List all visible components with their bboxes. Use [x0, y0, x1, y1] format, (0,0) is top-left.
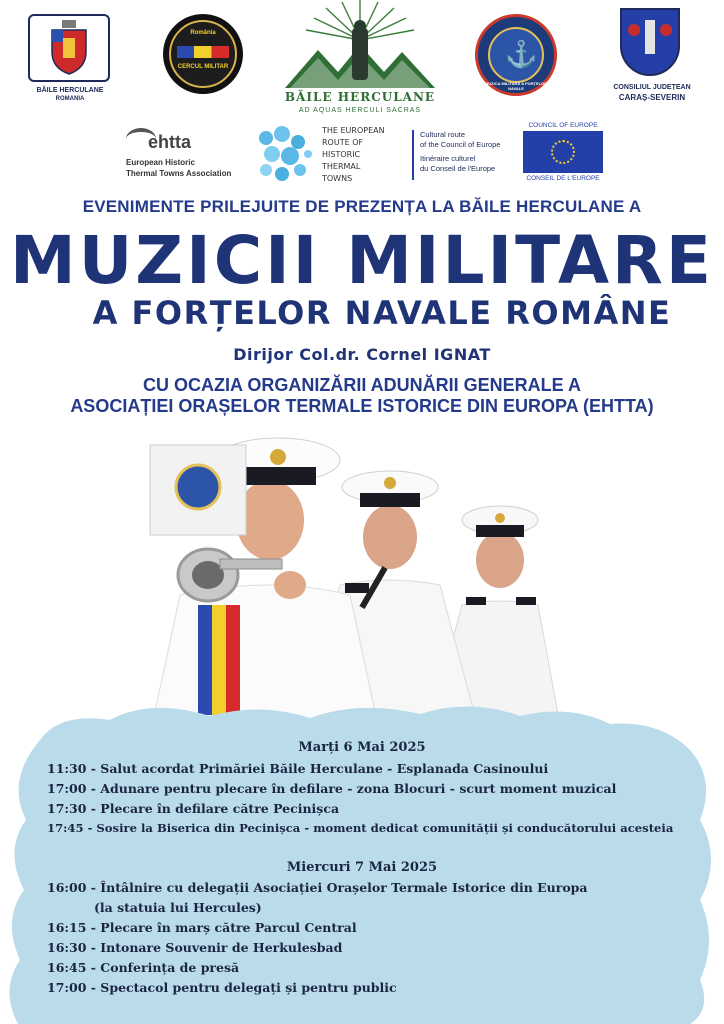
- day1-item-4: 17:45 - Sosire la Biserica din Pecinișca - moment dedicat comunității și conducătorului acesteia: [47, 821, 674, 835]
- sunburst-mountains-icon: [280, 0, 440, 100]
- center-name: BĂILE HERCULANE: [284, 90, 436, 104]
- cercul-ribbon: [177, 46, 229, 58]
- route-line-4: THERMAL: [322, 162, 361, 171]
- logo-cercul-militar: [163, 14, 243, 94]
- sub-title: A FORȚELOR NAVALE ROMÂNE: [92, 294, 672, 332]
- county-caption-2: CARAȘ-SEVERIN: [618, 93, 686, 102]
- ehtta-line-2: Thermal Towns Association: [126, 169, 232, 178]
- county-caption-1: CONSILIUL JUDEȚEAN: [613, 84, 691, 91]
- cercul-main-text: CERCUL MILITAR: [177, 64, 229, 70]
- day1-item-3: 17:30 - Plecare în defilare către Pecinișca: [47, 801, 340, 816]
- coe-top: COUNCIL OF EUROPE: [528, 122, 598, 129]
- day1-item-2: 17:00 - Adunare pentru plecare în defilare - zona Blocuri - scurt moment muzical: [47, 781, 617, 796]
- cultural-line-3: Itinéraire culturel: [420, 154, 476, 163]
- partner-council-of-europe: [522, 122, 604, 188]
- ehtta-name: ehtta: [148, 132, 192, 152]
- cercul-top-text: România: [190, 30, 216, 36]
- city-caption-2: ROMANIA: [55, 96, 85, 102]
- band-photo: [110, 425, 620, 735]
- cultural-line-1: Cultural route: [420, 130, 466, 139]
- logo-naval-band: [475, 14, 557, 96]
- partner-ehtta: [126, 126, 248, 184]
- occasion-line-2: ASOCIAȚIEI ORAȘELOR TERMALE ISTORICE DIN EUROPA (EHTTA): [70, 396, 654, 416]
- day2-item-1b: (la statuia lui Hercules): [94, 900, 262, 915]
- day1-date: Marți 6 Mai 2025: [298, 740, 426, 755]
- route-line-5: TOWNS: [322, 174, 353, 183]
- event-title: EVENIMENTE PRILEJUITE DE PREZENȚA LA BĂILE HERCULANE A: [82, 197, 642, 216]
- coe-flag-icon: [523, 131, 603, 173]
- conductor-line: Dirijor Col.dr. Cornel IGNAT: [233, 345, 491, 364]
- day2-date: Miercuri 7 Mai 2025: [286, 860, 438, 875]
- occasion-line-1: CU OCAZIA ORGANIZĂRII ADUNĂRII GENERALE A: [143, 375, 581, 395]
- bubbles-icon: [252, 124, 314, 186]
- ehtta-line-1: European Historic: [126, 158, 195, 167]
- logo-baile-herculane: [26, 12, 114, 104]
- main-title: MUZICII MILITARE: [10, 222, 714, 299]
- day2-item-3: 16:30 - Intonare Souvenir de Herkulesbad: [47, 940, 343, 955]
- center-motto: AD AQUAS HERCULI SACRAS: [298, 107, 422, 114]
- route-line-2: ROUTE OF: [322, 138, 364, 147]
- occasion-text: [0, 375, 724, 417]
- cultural-line-2: of the Council of Europe: [420, 140, 501, 149]
- city-caption-1: BĂILE HERCULANE: [36, 87, 104, 94]
- day2-item-4: 16:45 - Conferința de presă: [47, 960, 240, 975]
- cultural-line-4: du Conseil de l'Europe: [420, 164, 496, 173]
- partner-route: [252, 124, 392, 188]
- day2-item-1: 16:00 - Întâlnire cu delegații Asociației Orașelor Termale Istorice din Europa: [47, 880, 588, 895]
- city-crest: [28, 14, 110, 82]
- day1-item-1: 11:30 - Salut acordat Primăriei Băile Herculane - Esplanada Casinoului: [47, 761, 549, 776]
- coe-bottom: CONSEIL DE L'EUROPE: [526, 175, 600, 182]
- partner-cultural-route: [412, 130, 518, 180]
- logo-center-herculane: [280, 0, 440, 120]
- anchor-icon: ⚓: [505, 39, 538, 69]
- day2-item-5: 17:00 - Spectacol pentru delegați și pentru public: [47, 980, 397, 995]
- naval-ring-text: MUZICA MILITARĂ A FORȚELOR NAVALE: [484, 81, 548, 91]
- logo-county: [596, 8, 708, 104]
- route-line-1: THE EUROPEAN: [322, 126, 385, 135]
- route-line-3: HISTORIC: [322, 150, 361, 159]
- day2-item-2: 16:15 - Plecare în marș către Parcul Central: [47, 920, 357, 935]
- county-crest: [620, 8, 680, 76]
